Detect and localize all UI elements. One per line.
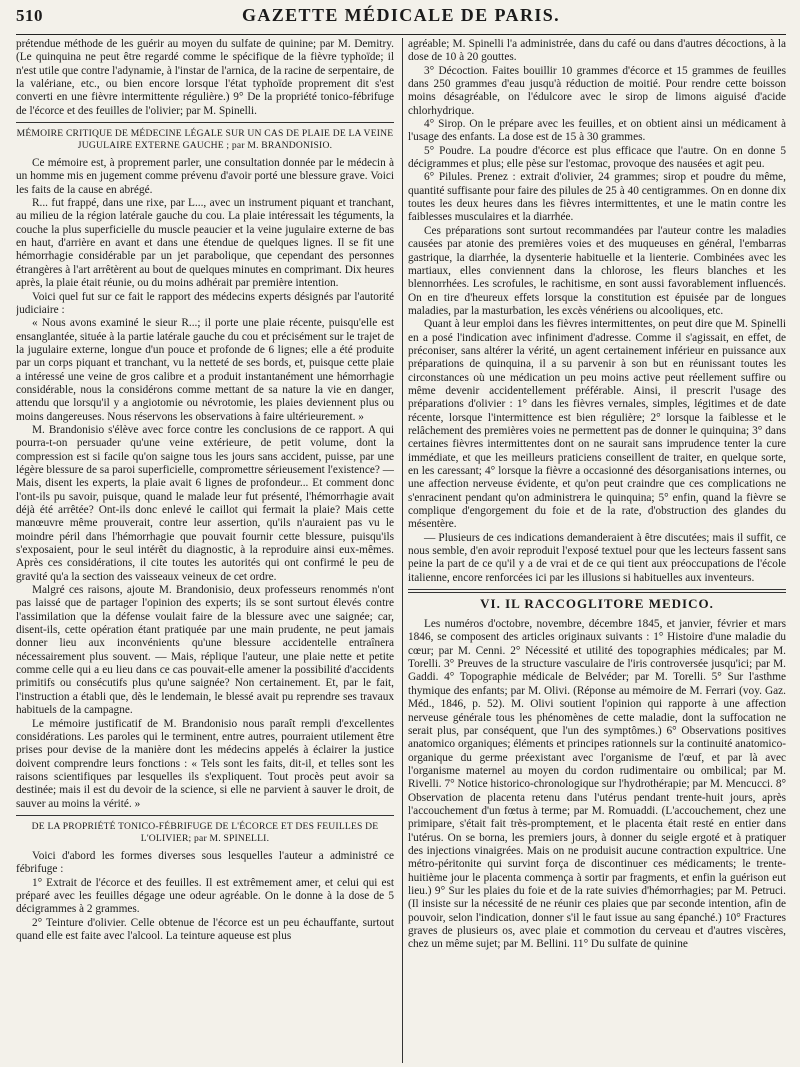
paragraph: Voici quel fut sur ce fait le rapport des médecins experts désignés par l'autorité judiciaire :	[16, 290, 394, 316]
paragraph: Ces préparations sont surtout recommandées par l'auteur contre les maladies causées par atonie des premières voies et des muqueuses en général, l'embarras gastrique, la diarrhée, la dysenterie habituelle et la lienterie. Combinées avec les martiaux, elles conviennent dans la chlorose, les fleurs blanches et les blennorrhées. Les scrofules, le rachitisme, en sont aussi favorablement influencés. On en tire d'heureux effets lorsque la constitution est épuisée par de longues maladies, par la masturbation, les excès vénériens ou alcooliques, etc.	[408, 224, 786, 317]
paragraph: 3° Décoction. Faites bouillir 10 grammes d'écorce et 15 grammes de feuilles dans 250 grammes d'eau jusqu'à réduction de moitié. Pour rendre cette boisson moins désagréable, on l'édulcore avec le sirop de limons aiguisé d'acide chlorhydrique.	[408, 64, 786, 117]
paragraph: — Plusieurs de ces indications demanderaient à être discutées; mais il suffit, ce nous semble, d'en avoir reproduit l'exposé textuel pour que les lecteurs fassent sans peine la part de ce qu'il y a de vrai et de ce qui tient aux préoccupations de l'école italienne, encore renforcées ici par les illusions si habituelles aux inventeurs.	[408, 531, 786, 584]
divider	[16, 122, 394, 123]
paragraph: 6° Pilules. Prenez : extrait d'olivier, 24 grammes; sirop et poudre du même, quantité suffisante pour faire des pilules de 25 à 40 centigrammes. On en donne dix toutes les deux heures dans les fièvres intermittentes, et une le matin contre les faiblesses musculaires et la diarrhée.	[408, 171, 786, 224]
right-column	[408, 38, 786, 1063]
paragraph: Malgré ces raisons, ajoute M. Brandonisio, deux professeurs renommés n'ont pas laissé que de partager l'opinion des experts; ils se sont surtout élevés contre l'assimilation que la défense voulait faire de la blessure avec une saignée; car, disent-ils, cette opération étant pratiquée par une main prudente, ne peut jamais donner lieu aux inconvénients qu'une blessure accidentelle entraînera nécessairement plus souvent. — Mais, réplique l'auteur, une plaie nette et petite comme celle qui a eu lieu dans ce cas pouvait-elle amener la possibilité d'accidents primitifs ou consécutifs plus qu'une saignée? Non certainement. Et, par le fait, l'instruction a établi que, dès le lendemain, le blessé avait pu reprendre ses travaux habituels de la campagne.	[16, 584, 394, 717]
divider	[16, 815, 394, 816]
page-number: 510	[16, 6, 43, 25]
paragraph: Quant à leur emploi dans les fièvres intermittentes, on peut dire que M. Spinelli en a posé l'indication avec infiniment d'adresse. Comme il s'agissait, en effet, de préconiser, sans altérer la vérité, un agent certainement inférieur en puissance aux préparations de quinquina, il a su parvenir à son but en réunissant toutes les circonstances où une médication un peu moins active peut réellement suffire ou même devenir accidentellement préférable. Ainsi, il prescrit l'usage des préparations d'olivier : 1° dans les fièvres vernales, simples, légitimes et de date récente, lorsque l'intermittence est bien régulière; 2° lorsque la faiblesse et le relâchement des premières voies ne permettent pas de donner le quinquina; 3° dans certaines fièvres intermittentes dont on ne saurait sans imprudence tenter la cure immédiate, et que les meilleurs praticiens conseillent de traiter, en quelque sorte, en les caressant; 4° lorsque la fièvre a occasionné des désorganisations internes, ou une affection nerveuse évidente, et qu'on peut craindre que ces complications ne s'enracinent pendant qu'on administrera le quinquina; 5° enfin, quand la fièvre se complique d'engorgement du foie et de la rate, d'obstruction des glandes du mésentère.	[408, 318, 786, 531]
divider	[408, 589, 786, 593]
column-rule	[402, 38, 403, 1063]
paragraph: M. Brandonisio s'élève avec force contre les conclusions de ce rapport. A qui pourra-t-on persuader qu'une veine extérieure, de petit volume, dont la compression est si facile qu'on saigne tous les jours sans accident, puisse, par une légère blessure de sa paroi superficielle, compromettre sérieusement l'existence? — Mais, disent les experts, la plaie avait 6 lignes de profondeur... Et comment donc l'ont-ils pu savoir, puisque, quand le malade leur fut présenté, l'hémorrhagie avait déjà été arrêtée? Ont-ils donc enlevé le caillot qui fermait la plaie? Mais cette manœuvre même prouverait, contre leur assertion, qu'ils n'auraient pas vu le moindre péril dans l'hémorrhagie que pouvait fournir cette blessure, puisqu'ils s'exposaient, pour le seul intérêt du diagnostic, à la reproduire ainsi eux-mêmes. Après ces considérations, il cite toutes les autorités qui ont confirmé le peu de gravité qu'a la section des vaisseaux veineux de cet ordre.	[16, 423, 394, 583]
paragraph: Voici d'abord les formes diverses sous lesquelles l'auteur a administré ce fébrifuge :	[16, 849, 394, 876]
quoted-report: « Nous avons examiné le sieur R...; il porte une plaie récente, puisqu'elle est ensanglantée, située à la partie latérale gauche du cou et précisément sur le trajet de la jugulaire externe, longue d'un pouce et profonde de 6 lignes; elle a été produite par un corps piquant et tranchant, vu la netteté de ses bords, et, puisque cette plaie a intéressé une veine de gros calibre et a produit instantanément une hémorrhagie considérable, nous la considérons comme mettant de sa nature la vie en danger, attendu que lorsqu'il y a angiotomie ou névrotomie, les plaies deviennent plus ou moins dangereuses. Nous réservons les observations à faire ultérieurement. »	[16, 317, 394, 423]
paragraph: agréable; M. Spinelli l'a administrée, dans du café ou dans d'autres décoctions, à la dose de 10 à 20 gouttes.	[408, 38, 786, 64]
olivier-author: par M. SPINELLI.	[194, 832, 270, 844]
two-column-body	[16, 38, 786, 1063]
paragraph: 5° Poudre. La poudre d'écorce est plus efficace que l'autre. On en donne 5 décigrammes et plus; elle pèse sur l'estomac, provoque des nausées et agit peu.	[408, 144, 786, 171]
page-header	[16, 0, 786, 35]
left-column	[16, 38, 394, 1063]
paragraph: 4° Sirop. On le prépare avec les feuilles, et on obtient ainsi un médicament à l'usage des enfants. La dose est de 15 à 30 grammes.	[408, 118, 786, 144]
journal-title: GAZETTE MÉDICALE DE PARIS.	[241, 5, 561, 25]
paragraph: R... fut frappé, dans une rixe, par L..., avec un instrument piquant et tranchant, au milieu de la région latérale gauche du cou. La plaie intéressait les téguments, la couche la plus superficielle du muscle peaucier et la veine jugulaire externe de bas en haut, d'arrière en avant et dans une étendue de quelques lignes. Il se fit une hémorrhagie considérable par un jet parabolique, que cependant des personnes étrangères à l'art arrêtèrent au bout de quelques minutes en comprimant. Dix heures après, la plaie était réunie, ou du moins adhérait par première intention.	[16, 197, 394, 290]
olivier-heading	[16, 821, 394, 845]
section-title: VI. IL RACCOGLITORE MEDICO.	[480, 596, 714, 612]
paragraph: Les numéros d'octobre, novembre, décembre 1845, et janvier, février et mars 1846, se composent des articles originaux suivants : 1° Histoire d'une maladie du cœur; par M. Cenni. 2° Nécessité et utilité des topographies médicales; par M. Torelli. 3° Preuves de la structure vasculaire de l'iris controversée jusqu'ici; par M. Gaddi. 4° Topographie médicale de Belvéder; par M. Torelli. 5° Sur l'asthme thymique des enfants; par M. Olivi. (Réponse au mémoire de M. Ferrari (voy. Gaz. Méd., 1846, p. 52). M. Olivi soutient l'opinion qui rapporte à une affection nerveuse générale tous les phénomènes de cette maladie, dont la suffocation ne serait plus, par conséquent, que l'un des symptômes.) 6° Observations positives anatomico organiques; éléments et principes rationnels sur la continuité anatomico-organique du germe préexistant avec l'organisme de l'œuf, et par là avec l'organisme maternel au moyen du cordon rudimentaire ou ombilical; par M. Rivelli. 7° Notice historico-chronologique sur l'hydrothérapie; par M. Mencucci. 8° Observation de placenta retenu dans l'utérus pendant trente-huit jours, après l'accouchement d'un fœtus à terme; par M. Romuaddi. (L'accouchement, chez une primipare, s'était fait très-promptement, et le placenta était resté en entier dans l'utérus. On se borna, les premiers jours, à donner du seigle ergoté et à pratiquer des injections vinaigrées. Mais on ne produisit aucune contraction expultrice. Une métro-péritonite qui survint força de discontinuer ces médicaments; le trente-huitième jour le placenta commença à sortir par fragments, et enfin la guérison eut lieu.) 9° Sur les plaies du foie et de la rate suivies d'hémorrhagies; par M. Petruci. (Il insiste sur la nécessité de ne réunir ces plaies que par seconde intention, afin de pouvoir, selon l'indication, donner s'il le faut issue au sang épanché.) 10° Fractures graves de plusieurs os, avec plaie et commotion du cerveau et d'autres viscères, chez un même sujet; par M. Bellini. 11° Du sulfate de quinine	[408, 618, 786, 951]
paragraph: 1° Extrait de l'écorce et des feuilles. Il est extrêmement amer, et celui qui est préparé avec les feuilles dégage une odeur agréable. On le donne à la dose de 5 décigrammes à 2 grammes.	[16, 876, 394, 916]
memoire-author: par M. BRANDONISIO.	[231, 140, 333, 152]
intro-paragraph: prétendue méthode de les guérir au moyen du sulfate de quinine; par M. Demitry. (Le quinquina ne peut être regardé comme le spécifique de la fièvre typhoïde; il n'est utile que contre l'adynamie, à l'instar de l'arnica, de la racine de serpentaire, de la valériane, etc., ou bien encore lorsque l'état typhoïde proprement dit s'est converti en une fièvre intermittente régulière.) 9° De la propriété tonico-fébrifuge de l'écorce et des feuilles de l'olivier; par M. Spinelli.	[16, 38, 394, 117]
paragraph: Ce mémoire est, à proprement parler, une consultation donnée par le médecin à un homme mis en jugement comme prévenu d'avoir porté une blessure grave. Voici les faits de la cause en abrégé.	[16, 157, 394, 196]
paragraph: Le mémoire justificatif de M. Brandonisio nous paraît rempli d'excellentes considérations. Les paroles qui le terminent, entre autres, pourraient utilement être prises pour devise de la manière dont les médecins appelés à éclairer la justice doivent comprendre leurs fonctions : « Tels sont les faits, dit-il, et telles sont les raisons scientifiques par lesquelles ils s'expliquent. Tout procès peut avoir sa destinée; mais il est du devoir de la science, si elle ne parvient à sauver le droit, de sauver au moins la vérité. »	[16, 717, 394, 810]
paragraph: 2° Teinture d'olivier. Celle obtenue de l'écorce est un peu échauffante, surtout quand elle est faite avec l'alcool. La teinture aqueuse est plus	[16, 916, 394, 942]
memoire-heading	[16, 128, 394, 152]
memoire-title: MÉMOIRE CRITIQUE DE MÉDECINE LÉGALE SUR UN CAS DE PLAIE DE LA VEINE JUGULAIRE EXTERNE GAUCHE ;	[16, 128, 394, 152]
olivier-title: DE LA PROPRIÉTÉ TONICO-FÉBRIFUGE DE L'ÉCORCE ET DES FEUILLES DE L'OLIVIER;	[31, 820, 379, 844]
